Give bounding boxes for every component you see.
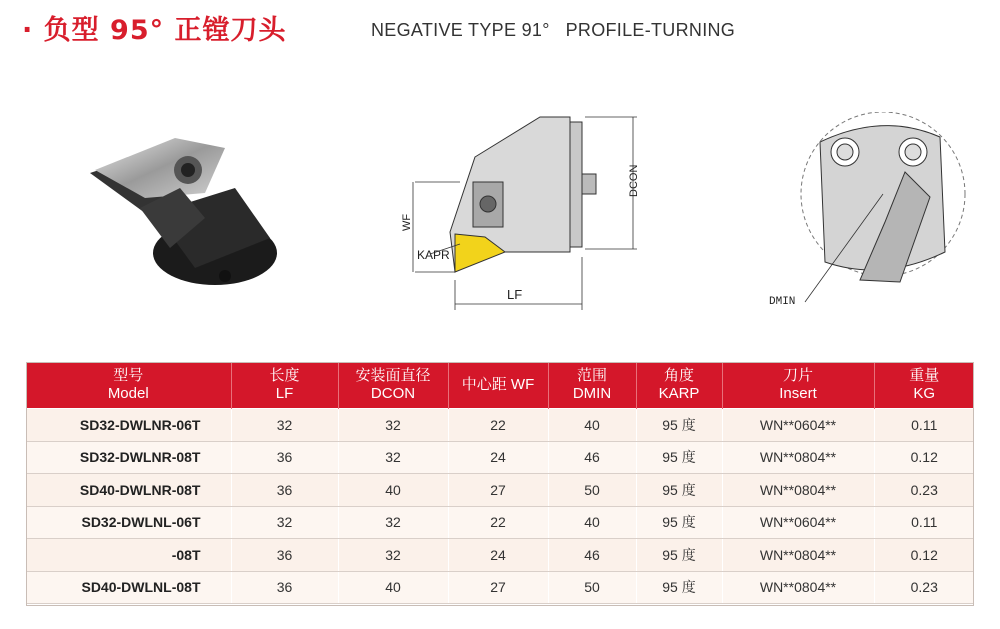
header-wf: 中心距 WF xyxy=(448,362,548,409)
cell-karp: 95 度 xyxy=(636,539,722,572)
cell-kg: 0.23 xyxy=(874,474,974,507)
cell-model: SD32-DWLNL-06T xyxy=(26,506,231,539)
spec-table xyxy=(26,362,974,604)
cell-dcon: 32 xyxy=(338,409,448,442)
cell-lf: 36 xyxy=(231,474,338,507)
header-kg: 重量 KG xyxy=(874,362,974,409)
table-row xyxy=(26,409,974,442)
label-dcon: DCON xyxy=(628,164,640,197)
cell-insert: WN**0804** xyxy=(722,474,874,507)
cell-karp: 95 度 xyxy=(636,571,722,604)
cell-lf: 36 xyxy=(231,441,338,474)
header-insert: 刀片 Insert xyxy=(722,362,874,409)
header-lf: 长度 LF xyxy=(231,362,338,409)
table-row xyxy=(26,539,974,572)
cell-lf: 32 xyxy=(231,506,338,539)
cell-dcon: 32 xyxy=(338,539,448,572)
cell-dcon: 40 xyxy=(338,474,448,507)
cell-model: SD32-DWLNR-06T xyxy=(26,409,231,442)
cell-karp: 95 度 xyxy=(636,506,722,539)
cell-insert: WN**0804** xyxy=(722,441,874,474)
cell-model: -08T xyxy=(26,539,231,572)
front-view-diagram xyxy=(765,112,975,312)
cell-kg: 0.12 xyxy=(874,539,974,572)
cell-dcon: 32 xyxy=(338,506,448,539)
title-english: NEGATIVE TYPE 91° PROFILE-TURNING xyxy=(371,20,736,40)
cell-dcon: 32 xyxy=(338,441,448,474)
label-dmin: DMIN xyxy=(769,296,796,308)
cell-model: SD32-DWLNR-08T xyxy=(26,441,231,474)
cell-lf: 36 xyxy=(231,571,338,604)
cell-dmin: 40 xyxy=(548,506,636,539)
cell-lf: 32 xyxy=(231,409,338,442)
table-header-row xyxy=(26,362,974,409)
label-lf: LF xyxy=(507,287,523,302)
cell-wf: 27 xyxy=(448,571,548,604)
label-kapr: KAPR xyxy=(417,248,450,262)
cell-dmin: 50 xyxy=(548,474,636,507)
header-karp: 角度 KARP xyxy=(636,362,722,409)
side-view-diagram xyxy=(395,112,645,317)
cell-insert: WN**0604** xyxy=(722,506,874,539)
title-chinese: · 负型 95° 正镗刀头 xyxy=(22,15,287,46)
cell-karp: 95 度 xyxy=(636,441,722,474)
cell-dmin: 46 xyxy=(548,441,636,474)
cell-karp: 95 度 xyxy=(636,474,722,507)
cell-wf: 27 xyxy=(448,474,548,507)
cell-wf: 24 xyxy=(448,441,548,474)
cell-dmin: 50 xyxy=(548,571,636,604)
header-dcon: 安装面直径 DCON xyxy=(338,362,448,409)
cell-dcon: 40 xyxy=(338,571,448,604)
header-dmin: 范围 DMIN xyxy=(548,362,636,409)
cell-insert: WN**0804** xyxy=(722,571,874,604)
cell-kg: 0.11 xyxy=(874,409,974,442)
cell-kg: 0.11 xyxy=(874,506,974,539)
cell-wf: 24 xyxy=(448,539,548,572)
product-photo xyxy=(85,118,285,298)
cell-karp: 95 度 xyxy=(636,409,722,442)
cell-kg: 0.12 xyxy=(874,441,974,474)
cell-insert: WN**0604** xyxy=(722,409,874,442)
table-row xyxy=(26,441,974,474)
cell-kg: 0.23 xyxy=(874,571,974,604)
cell-model: SD40-DWLNR-08T xyxy=(26,474,231,507)
label-wf: WF xyxy=(401,213,413,231)
table-row xyxy=(26,474,974,507)
cell-wf: 22 xyxy=(448,506,548,539)
cell-wf: 22 xyxy=(448,409,548,442)
cell-dmin: 40 xyxy=(548,409,636,442)
cell-model: SD40-DWLNL-08T xyxy=(26,571,231,604)
page-title xyxy=(22,8,287,47)
table-row xyxy=(26,506,974,539)
table-row xyxy=(26,571,974,604)
cell-dmin: 46 xyxy=(548,539,636,572)
cell-lf: 36 xyxy=(231,539,338,572)
cell-insert: WN**0804** xyxy=(722,539,874,572)
header-model: 型号 Model xyxy=(26,362,231,409)
